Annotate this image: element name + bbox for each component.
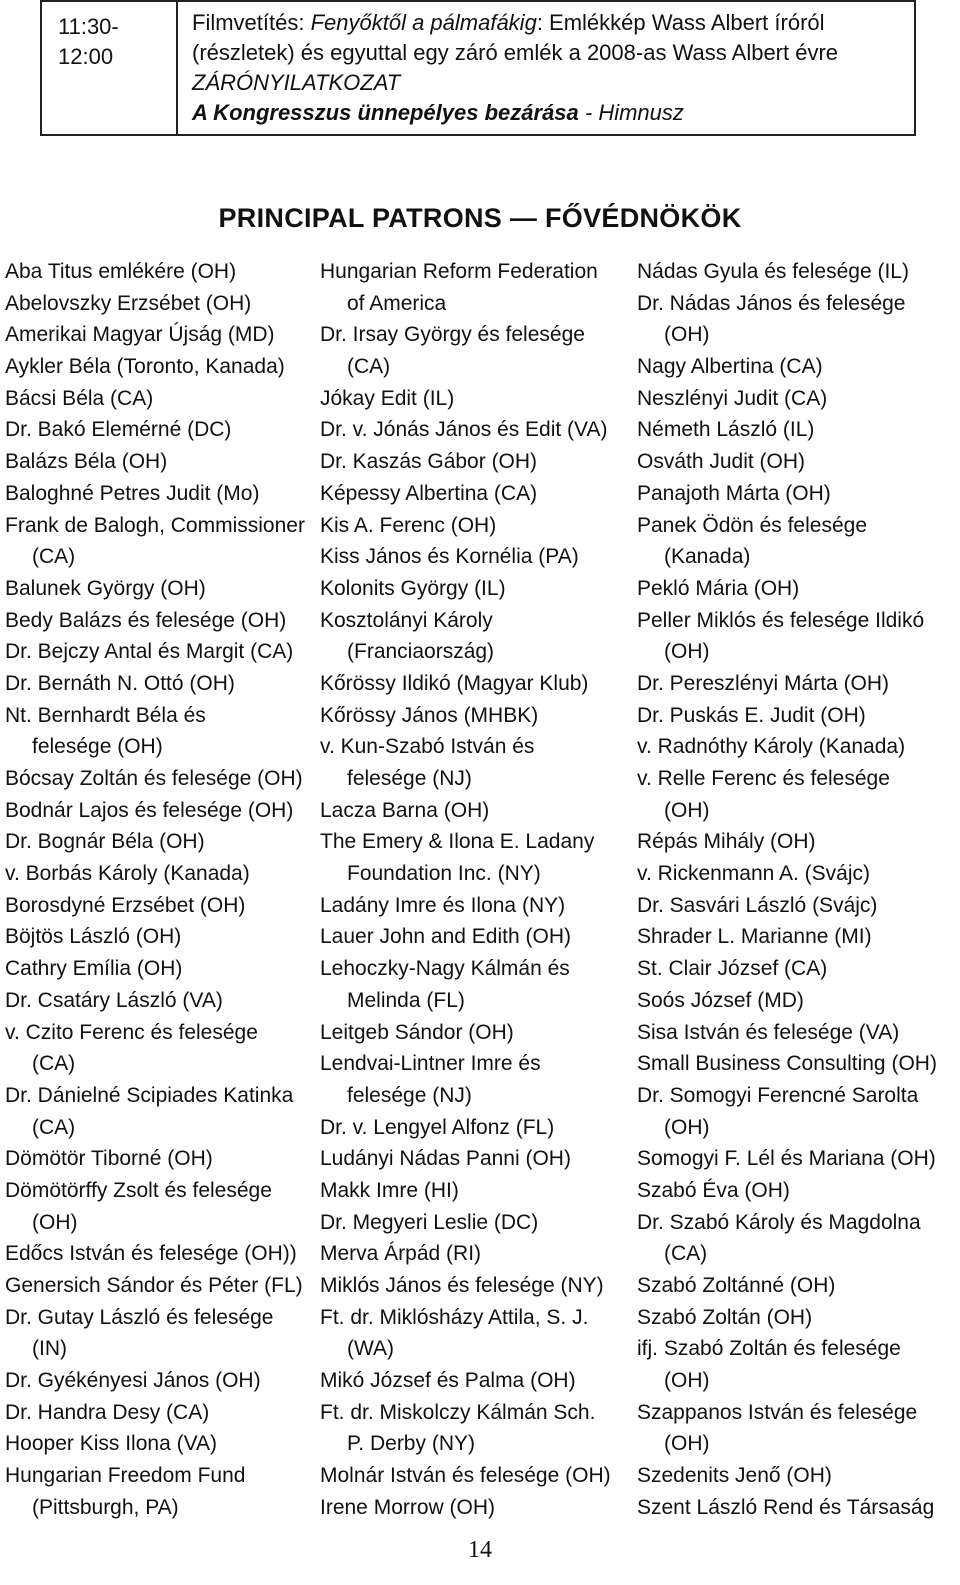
time-end: 12:00 bbox=[58, 44, 114, 69]
patron-line: (OH) bbox=[664, 640, 710, 664]
patron-line: Dr. Megyeri Leslie (DC) bbox=[320, 1210, 539, 1234]
patron-line: Dr. Nádas János és felesége bbox=[637, 291, 906, 315]
patron-line: Balunek György (OH) bbox=[5, 576, 206, 600]
patron-line: Bedy Balázs és felesége (OH) bbox=[5, 608, 287, 632]
patron-line: Merva Árpád (RI) bbox=[320, 1242, 482, 1266]
patron-line: Dr. Szabó Károly és Magdolna bbox=[637, 1210, 921, 1234]
patron-line: Molnár István és felesége (OH) bbox=[320, 1464, 611, 1488]
patron-line: Lauer John and Edith (OH) bbox=[320, 925, 571, 949]
film-screening-line bbox=[192, 8, 908, 38]
patron-line: The Emery & Ilona E. Ladany bbox=[320, 830, 595, 854]
patron-line: Leitgeb Sándor (OH) bbox=[320, 1020, 514, 1044]
patron-line: Small Business Consulting (OH) bbox=[637, 1052, 937, 1076]
patron-line: Miklós János és felesége (NY) bbox=[320, 1274, 604, 1297]
patron-line: (Kanada) bbox=[664, 545, 751, 569]
page-number: 14 bbox=[468, 1537, 492, 1563]
patron-line: (OH) bbox=[664, 323, 710, 347]
anthem: - Himnusz bbox=[578, 100, 684, 125]
patron-line: (CA) bbox=[32, 1052, 76, 1076]
patron-line: Cathry Emília (OH) bbox=[5, 957, 183, 981]
patron-line: (CA) bbox=[32, 545, 76, 569]
patron-line: Ft. dr. Miskolczy Kálmán Sch. bbox=[320, 1400, 596, 1424]
patron-line: Dr. Irsay György és felesége bbox=[320, 323, 585, 347]
patron-line: (Franciaország) bbox=[347, 640, 495, 664]
patron-line: (OH) bbox=[664, 798, 710, 822]
program-row bbox=[41, 1, 915, 135]
program-table bbox=[40, 0, 916, 136]
patron-line: (OH) bbox=[32, 1210, 78, 1234]
patron-line: (CA) bbox=[664, 1242, 708, 1266]
patron-line: Bodnár Lajos és felesége (OH) bbox=[5, 798, 294, 822]
patron-line: v. Kun-Szabó István és bbox=[320, 735, 535, 759]
patron-line: Lendvai-Lintner Imre és bbox=[320, 1052, 541, 1076]
patron-line: Szabó Éva (OH) bbox=[637, 1178, 790, 1202]
patron-line: Dr. Somogyi Ferencné Sarolta bbox=[637, 1083, 919, 1107]
patron-line: Melinda (FL) bbox=[347, 988, 465, 1012]
patron-line: Makk Imre (HI) bbox=[320, 1178, 459, 1202]
patron-line: Aykler Béla (Toronto, Kanada) bbox=[5, 355, 285, 379]
patron-line: Hooper Kiss Ilona (VA) bbox=[5, 1432, 218, 1456]
patron-line: Dr. v. Jónás János és Edit (VA) bbox=[320, 418, 608, 442]
patron-line: (WA) bbox=[347, 1337, 395, 1361]
patron-line: Osváth Judit (OH) bbox=[637, 450, 806, 474]
patron-line: of America bbox=[347, 291, 447, 315]
patron-line: (OH) bbox=[664, 1115, 710, 1139]
closing-statement: ZÁRÓNYILATKOZAT bbox=[192, 70, 401, 95]
patron-line: Ft. dr. Miklósházy Attila, S. J. bbox=[320, 1305, 589, 1329]
patron-line: v. Radnóthy Károly (Kanada) bbox=[637, 735, 906, 759]
patron-line: Lehoczky-Nagy Kálmán és bbox=[320, 957, 570, 981]
patron-line: Dr. Pereszlényi Márta (OH) bbox=[637, 671, 890, 695]
patron-line: felesége (OH) bbox=[32, 735, 163, 759]
patron-line: (IN) bbox=[32, 1337, 67, 1361]
patron-line: Genersich Sándor és Péter (FL) bbox=[5, 1274, 303, 1297]
patron-line: Panek Ödön és felesége bbox=[637, 513, 867, 537]
patron-line: Dömötörffy Zsolt és felesége bbox=[5, 1178, 272, 1202]
patron-line: Panajoth Márta (OH) bbox=[637, 481, 831, 505]
patron-line: Aba Titus emlékére (OH) bbox=[5, 260, 237, 283]
time-start: 11:30- bbox=[58, 14, 119, 39]
patron-line: Ludányi Nádas Panni (OH) bbox=[320, 1147, 571, 1171]
patron-line: Kőrössy Ildikó (Magyar Klub) bbox=[320, 671, 589, 695]
patron-line: Dr. Bognár Béla (OH) bbox=[5, 830, 205, 854]
patron-line: (OH) bbox=[664, 1369, 710, 1393]
patron-line: Dömötör Tiborné (OH) bbox=[5, 1147, 213, 1171]
patron-line: (CA) bbox=[32, 1115, 76, 1139]
patron-line: Hungarian Reform Federation bbox=[320, 260, 598, 283]
time-cell bbox=[41, 1, 177, 135]
patron-line: Kis A. Ferenc (OH) bbox=[320, 513, 497, 537]
patron-line: P. Derby (NY) bbox=[347, 1432, 475, 1456]
patron-line: Pekló Mária (OH) bbox=[637, 576, 800, 600]
patron-line: Dr. Bernáth N. Ottó (OH) bbox=[5, 671, 235, 695]
patron-column-2 bbox=[320, 256, 611, 1524]
patron-line: v. Rickenmann A. (Svájc) bbox=[637, 862, 871, 886]
patron-line: Dr. Handra Desy (CA) bbox=[5, 1400, 210, 1424]
patron-line: Hungarian Freedom Fund bbox=[5, 1464, 246, 1488]
patron-line: Dr. Puskás E. Judit (OH) bbox=[637, 703, 866, 727]
patron-line: felesége (NJ) bbox=[347, 1083, 472, 1107]
patron-line: Shrader L. Marianne (MI) bbox=[637, 925, 872, 949]
film-title: Fenyőktől a pálmafákig bbox=[310, 10, 537, 35]
patron-line: Szent László Rend és Társaság bbox=[637, 1495, 935, 1519]
patron-line: Ladány Imre és Ilona (NY) bbox=[320, 893, 566, 917]
closing-ceremony: A Kongresszus ünnepélyes bezárása bbox=[192, 100, 579, 125]
patron-line: Dr. Gyékényesi János (OH) bbox=[5, 1369, 261, 1393]
patron-line: v. Czito Ferenc és felesége bbox=[5, 1020, 258, 1044]
patron-line: Kőrössy János (MHBK) bbox=[320, 703, 539, 727]
patron-line: Szabó Zoltánné (OH) bbox=[637, 1274, 836, 1297]
patron-line: (OH) bbox=[664, 1432, 710, 1456]
patron-line: Nagy Albertina (CA) bbox=[637, 355, 823, 379]
patron-line: Dr. Csatáry László (VA) bbox=[5, 988, 223, 1012]
patron-line: ifj. Szabó Zoltán és felesége bbox=[637, 1337, 901, 1361]
patron-line: v. Relle Ferenc és felesége bbox=[637, 767, 890, 790]
patron-line: Szabó Zoltán (OH) bbox=[637, 1305, 813, 1329]
patron-line: Dr. Bakó Elemérné (DC) bbox=[5, 418, 232, 442]
patron-column-1 bbox=[5, 256, 305, 1524]
film-prefix: Filmvetítés: bbox=[192, 10, 311, 35]
patron-line: Sisa István és felesége (VA) bbox=[637, 1020, 900, 1044]
film-rest: : Emlékkép Wass Albert íróról bbox=[536, 10, 825, 35]
patron-line: Dr. v. Lengyel Alfonz (FL) bbox=[320, 1115, 555, 1139]
patron-line: Répás Mihály (OH) bbox=[637, 830, 816, 854]
patron-line: Nádas Gyula és felesége (IL) bbox=[637, 260, 909, 283]
patron-line: St. Clair József (CA) bbox=[637, 957, 828, 981]
patron-line: Peller Miklós és felesége Ildikó bbox=[637, 608, 925, 632]
patron-line: Nt. Bernhardt Béla és bbox=[5, 703, 206, 727]
patron-line: Kosztolányi Károly bbox=[320, 608, 493, 632]
patron-line: Dr. Gutay László és felesége bbox=[5, 1305, 274, 1329]
patron-line: Borosdyné Erzsébet (OH) bbox=[5, 893, 246, 917]
patron-line: Dr. Dánielné Scipiades Katinka bbox=[5, 1083, 294, 1107]
patron-line: v. Borbás Károly (Kanada) bbox=[5, 862, 250, 886]
patron-column-3 bbox=[637, 256, 937, 1524]
patron-line: Böjtös László (OH) bbox=[5, 925, 182, 949]
patron-line: Dr. Bejczy Antal és Margit (CA) bbox=[5, 640, 294, 664]
patron-line: Irene Morrow (OH) bbox=[320, 1495, 496, 1519]
patron-line: Kiss János és Kornélia (PA) bbox=[320, 545, 579, 569]
patron-line: Bácsi Béla (CA) bbox=[5, 386, 154, 410]
patron-line: Szappanos István és felesége bbox=[637, 1400, 918, 1424]
patron-line: Kolonits György (IL) bbox=[320, 576, 506, 600]
patron-line: Németh László (IL) bbox=[637, 418, 815, 442]
patron-line: Mikó József és Palma (OH) bbox=[320, 1369, 576, 1393]
closing-ceremony-line bbox=[192, 98, 908, 128]
patron-line: (Pittsburgh, PA) bbox=[32, 1495, 179, 1519]
patron-line: Képessy Albertina (CA) bbox=[320, 481, 538, 505]
patron-line: (CA) bbox=[347, 355, 391, 379]
patron-line: Abelovszky Erzsébet (OH) bbox=[5, 291, 252, 315]
principal-patrons-heading: PRINCIPAL PATRONS — FŐVÉDNÖKÖK bbox=[218, 203, 742, 233]
film-screening-line-2: (részletek) és egyuttal egy záró emlék a 2008-as Wass Albert évre bbox=[192, 40, 839, 65]
patron-line: Dr. Sasvári László (Svájc) bbox=[637, 893, 878, 917]
patron-line: Balázs Béla (OH) bbox=[5, 450, 168, 474]
program-description bbox=[177, 1, 915, 135]
patron-line: Edőcs István és felesége (OH)) bbox=[5, 1242, 297, 1266]
patron-line: Amerikai Magyar Újság (MD) bbox=[5, 323, 275, 347]
patron-line: Lacza Barna (OH) bbox=[320, 798, 490, 822]
patron-line: Somogyi F. Lél és Mariana (OH) bbox=[637, 1147, 936, 1171]
patron-line: Bócsay Zoltán és felesége (OH) bbox=[5, 767, 303, 790]
patron-line: Jókay Edit (IL) bbox=[320, 386, 455, 410]
patron-line: Dr. Kaszás Gábor (OH) bbox=[320, 450, 538, 474]
patron-line: felesége (NJ) bbox=[347, 767, 472, 790]
patron-line: Soós József (MD) bbox=[637, 988, 804, 1012]
patron-line: Baloghné Petres Judit (Mo) bbox=[5, 481, 260, 505]
patron-line: Frank de Balogh, Commissioner bbox=[5, 513, 305, 537]
patron-line: Foundation Inc. (NY) bbox=[347, 862, 541, 886]
patron-line: Szedenits Jenő (OH) bbox=[637, 1464, 832, 1488]
patron-line: Neszlényi Judit (CA) bbox=[637, 386, 828, 410]
